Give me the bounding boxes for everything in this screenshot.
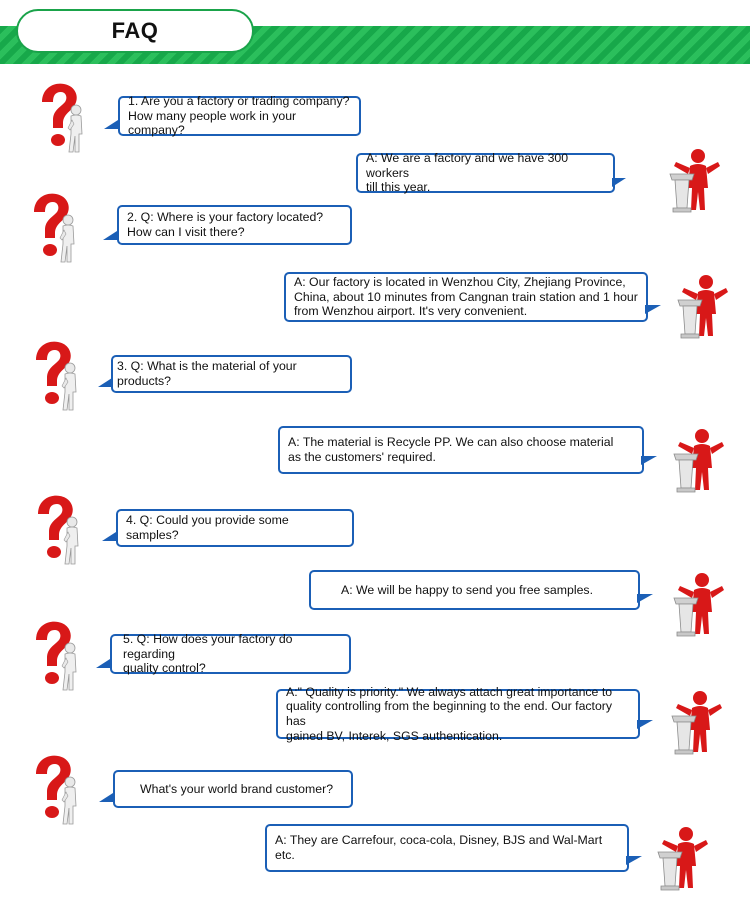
bubble-tail [645, 305, 661, 314]
question-6-line-1: What's your world brand customer? [140, 781, 334, 796]
question-5-line-1: 5. Q: How does your factory do regarding [123, 632, 293, 661]
answer-bubble-3 [278, 426, 644, 474]
answer-4-line-1: A: We will be happy to send you free samples. [341, 582, 593, 597]
question-mark-figure-icon [34, 80, 90, 161]
speaker-podium-figure-icon [664, 148, 724, 219]
question-bubble-5 [110, 634, 351, 674]
answer-1-line-2: till this year. [366, 180, 431, 195]
answer-5-line-1: A:" Quality is priority." We always attach great importance to [286, 684, 613, 699]
question-mark-figure-icon [26, 190, 82, 271]
question-3-line-1: 3. Q: What is the material of your products? [117, 359, 297, 388]
answer-bubble-5 [276, 684, 640, 743]
answer-bubble-4 [309, 570, 640, 610]
question-bubble-1 [118, 96, 361, 136]
question-mark-figure-icon [30, 492, 86, 573]
question-bubble-2 [117, 205, 352, 245]
answer-2-line-3: from Wenzhou airport. It's very convenient. [294, 304, 528, 319]
answer-bubble-2 [284, 272, 648, 322]
answer-5-line-3: gained BV, Interek, SGS authentication. [286, 728, 503, 743]
answer-2-line-1: A: Our factory is located in Wenzhou City, Zhejiang Province, [294, 275, 626, 290]
question-1-line-2: How many people work in your company? [128, 108, 297, 138]
answer-bubble-6 [265, 824, 629, 872]
page-title: FAQ [16, 9, 254, 53]
speaker-podium-figure-icon [668, 572, 728, 643]
speaker-podium-figure-icon [672, 274, 732, 345]
question-mark-figure-icon [28, 618, 84, 699]
bubble-tail [103, 231, 117, 240]
bubble-tail [637, 720, 653, 729]
bubble-tail [612, 178, 626, 187]
bubble-tail [626, 856, 642, 865]
question-2-line-2: How can I visit there? [127, 225, 245, 239]
speaker-podium-figure-icon [668, 428, 728, 499]
bubble-tail [98, 378, 112, 387]
question-1-line-1: 1. Are you a factory or trading company? [128, 94, 350, 109]
bubble-tail [102, 532, 116, 541]
question-mark-figure-icon [28, 338, 84, 419]
bubble-tail [99, 793, 113, 802]
bubble-tail [104, 120, 118, 129]
answer-1-line-1: A: We are a factory and we have 300 workers [366, 151, 569, 180]
question-5-line-2: quality control? [123, 661, 206, 676]
question-2-line-1: 2. Q: Where is your factory located? [127, 210, 324, 225]
answer-3-line-2: as the customers' required. [288, 450, 436, 464]
question-4-line-1: 4. Q: Could you provide some samples? [126, 513, 289, 542]
bubble-tail [641, 456, 657, 465]
speaker-podium-figure-icon [652, 826, 712, 897]
bubble-tail [96, 659, 110, 668]
question-bubble-3 [111, 355, 352, 393]
question-bubble-6 [113, 770, 353, 808]
answer-6-line-1: A: They are Carrefour, coca-cola, Disney, BJS and Wal-Mart etc. [275, 833, 603, 862]
bubble-tail [637, 594, 653, 603]
answer-3-line-1: A: The material is Recycle PP. We can also choose material [288, 435, 614, 450]
question-bubble-4 [116, 509, 354, 547]
answer-bubble-1 [356, 153, 615, 193]
question-mark-figure-icon [28, 752, 84, 833]
answer-2-line-2: China, about 10 minutes from Cangnan train station and 1 hour [294, 289, 638, 304]
answer-5-line-2: quality controlling from the beginning to the end. Our factory has [286, 699, 613, 728]
speaker-podium-figure-icon [666, 690, 726, 761]
